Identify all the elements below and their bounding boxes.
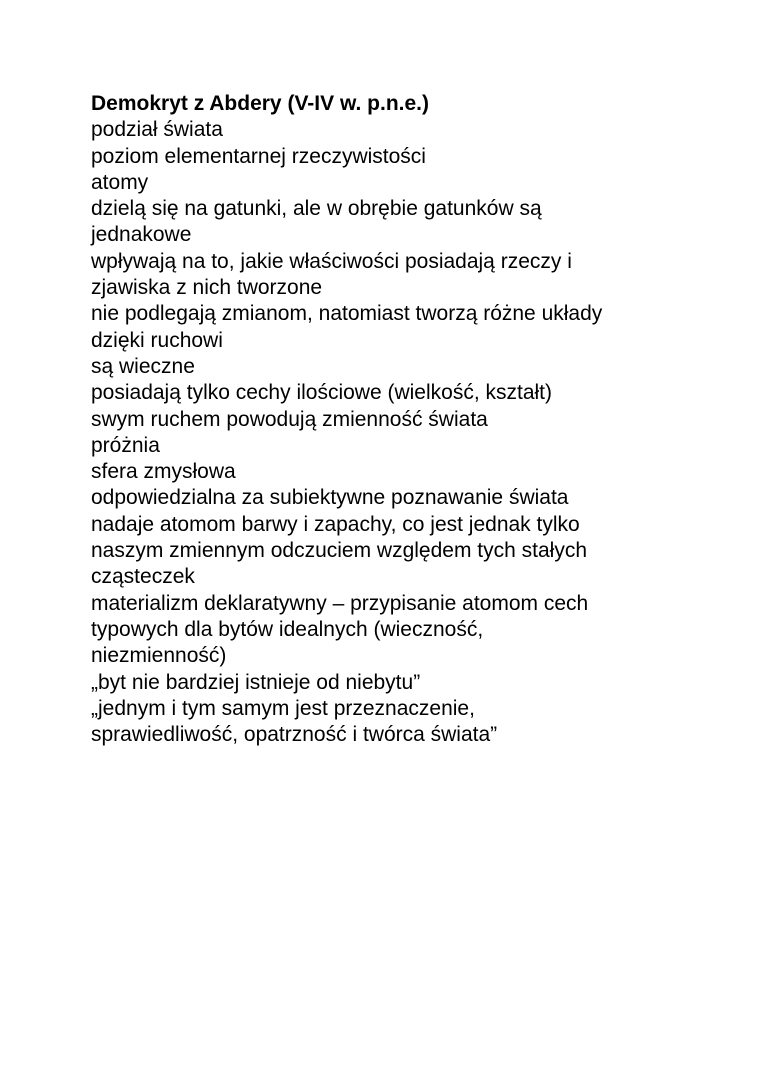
- text-line: materializm deklaratywny – przypisanie atomom cech: [91, 591, 589, 615]
- text-line: zjawiska z nich tworzone: [91, 276, 323, 300]
- text-line: odpowiedzialna za subiektywne poznawanie świata: [91, 486, 569, 510]
- text-line: cząsteczek: [91, 565, 195, 589]
- text-line: wpływają na to, jakie właściwości posiadają rzeczy i: [91, 249, 572, 273]
- text-line: podział świata: [91, 118, 223, 142]
- text-line: próżnia: [91, 433, 160, 457]
- text-line: dzielą się na gatunki, ale w obrębie gatunków są: [91, 197, 542, 221]
- document-content: [91, 91, 691, 748]
- text-line: atomy: [91, 170, 149, 194]
- text-line: swym ruchem powodują zmienność świata: [91, 407, 488, 431]
- text-line: niezmienność): [91, 644, 227, 668]
- text-line: nadaje atomom barwy i zapachy, co jest jednak tylko: [91, 512, 580, 536]
- text-line: „byt nie bardziej istnieje od niebytu”: [91, 670, 421, 694]
- text-line: nie podlegają zmianom, natomiast tworzą różne układy: [91, 302, 603, 326]
- text-line: sprawiedliwość, opatrzność i twórca świata”: [91, 723, 498, 747]
- document-title: Demokryt z Abdery (V-IV w. p.n.e.): [91, 92, 430, 115]
- text-line: „jednym i tym samym jest przeznaczenie,: [91, 696, 475, 720]
- text-line: sfera zmysłowa: [91, 460, 236, 484]
- text-line: poziom elementarnej rzeczywistości: [91, 144, 426, 168]
- text-line: posiadają tylko cechy ilościowe (wielkość, kształt): [91, 381, 553, 405]
- text-line: naszym zmiennym odczuciem względem tych stałych: [91, 539, 588, 563]
- text-line: są wieczne: [91, 354, 195, 378]
- text-line: jednakowe: [91, 223, 192, 247]
- text-line: typowych dla bytów idealnych (wieczność,: [91, 617, 484, 641]
- text-line: dzięki ruchowi: [91, 328, 223, 352]
